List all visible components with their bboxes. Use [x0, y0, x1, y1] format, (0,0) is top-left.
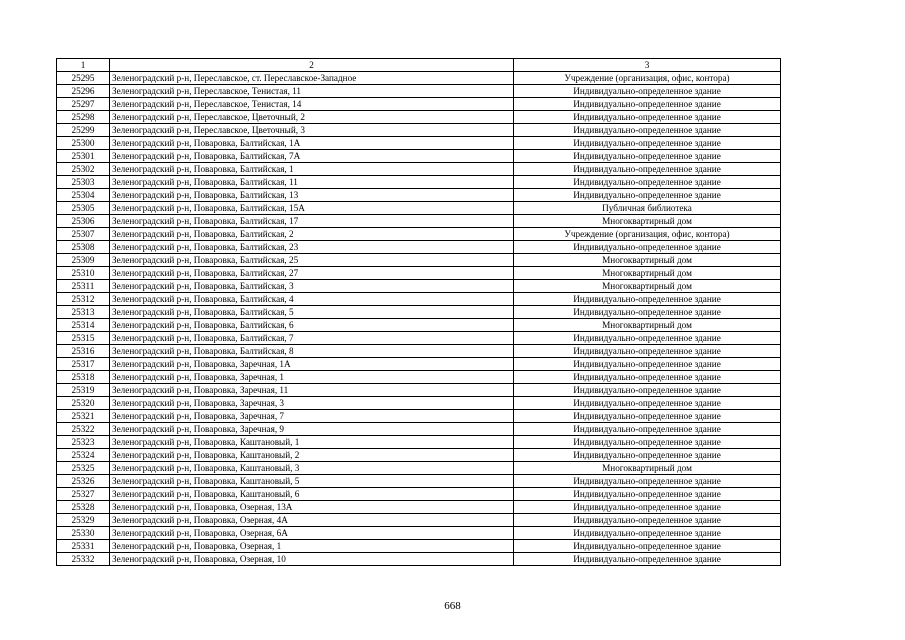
table-row [57, 371, 781, 384]
cell-address: Зеленоградский р-н, Переславское, Цветочный, 2 [110, 111, 514, 124]
cell-type: Индивидуально-определенное здание [514, 449, 781, 462]
cell-number: 25332 [57, 553, 110, 566]
cell-type: Индивидуально-определенное здание [514, 423, 781, 436]
cell-address: Зеленоградский р-н, Переславское, Тенистая, 11 [110, 85, 514, 98]
cell-address: Зеленоградский р-н, Поваровка, Озерная, 13А [110, 501, 514, 514]
table-row [57, 332, 781, 345]
cell-type: Индивидуально-определенное здание [514, 98, 781, 111]
table-row [57, 241, 781, 254]
table-row [57, 475, 781, 488]
table-row [57, 202, 781, 215]
table-row [57, 553, 781, 566]
cell-type: Индивидуально-определенное здание [514, 111, 781, 124]
table-row [57, 410, 781, 423]
cell-type: Индивидуально-определенное здание [514, 436, 781, 449]
cell-number: 25307 [57, 228, 110, 241]
table-row [57, 423, 781, 436]
header-cell-number: 1 [57, 59, 110, 72]
cell-number: 25309 [57, 254, 110, 267]
cell-address: Зеленоградский р-н, Поваровка, Балтийская, 11 [110, 176, 514, 189]
cell-number: 25318 [57, 371, 110, 384]
cell-address: Зеленоградский р-н, Поваровка, Балтийская, 13 [110, 189, 514, 202]
cell-number: 25325 [57, 462, 110, 475]
cell-address: Зеленоградский р-н, Поваровка, Каштановый, 5 [110, 475, 514, 488]
table-row [57, 85, 781, 98]
cell-type: Индивидуально-определенное здание [514, 410, 781, 423]
header-cell-address: 2 [110, 59, 514, 72]
cell-type: Индивидуально-определенное здание [514, 397, 781, 410]
cell-address: Зеленоградский р-н, Поваровка, Балтийская, 17 [110, 215, 514, 228]
cell-address: Зеленоградский р-н, Поваровка, Балтийская, 6 [110, 319, 514, 332]
table-row [57, 449, 781, 462]
cell-type: Публичная библиотека [514, 202, 781, 215]
table-row [57, 436, 781, 449]
table-row [57, 488, 781, 501]
cell-address: Зеленоградский р-н, Поваровка, Балтийская, 3 [110, 280, 514, 293]
cell-address: Зеленоградский р-н, Поваровка, Балтийская, 25 [110, 254, 514, 267]
table-row [57, 267, 781, 280]
cell-number: 25313 [57, 306, 110, 319]
cell-number: 25320 [57, 397, 110, 410]
table-row [57, 228, 781, 241]
cell-number: 25300 [57, 137, 110, 150]
cell-number: 25305 [57, 202, 110, 215]
cell-type: Индивидуально-определенное здание [514, 150, 781, 163]
table-row [57, 98, 781, 111]
table-row [57, 215, 781, 228]
cell-type: Индивидуально-определенное здание [514, 137, 781, 150]
table-row [57, 384, 781, 397]
cell-number: 25322 [57, 423, 110, 436]
cell-address: Зеленоградский р-н, Поваровка, Балтийская, 27 [110, 267, 514, 280]
table-row [57, 163, 781, 176]
address-table [56, 58, 781, 566]
cell-type: Индивидуально-определенное здание [514, 241, 781, 254]
cell-address: Зеленоградский р-н, Поваровка, Каштановый, 3 [110, 462, 514, 475]
cell-type: Многоквартирный дом [514, 462, 781, 475]
table-row [57, 527, 781, 540]
cell-address: Зеленоградский р-н, Поваровка, Заречная, 1А [110, 358, 514, 371]
cell-number: 25324 [57, 449, 110, 462]
cell-address: Зеленоградский р-н, Поваровка, Балтийская, 1 [110, 163, 514, 176]
table-row [57, 111, 781, 124]
cell-type: Индивидуально-определенное здание [514, 501, 781, 514]
cell-number: 25321 [57, 410, 110, 423]
cell-type: Индивидуально-определенное здание [514, 553, 781, 566]
table-row [57, 306, 781, 319]
cell-type: Индивидуально-определенное здание [514, 163, 781, 176]
table-row [57, 293, 781, 306]
cell-type: Индивидуально-определенное здание [514, 85, 781, 98]
cell-address: Зеленоградский р-н, Поваровка, Балтийская, 15А [110, 202, 514, 215]
cell-address: Зеленоградский р-н, Поваровка, Заречная, 3 [110, 397, 514, 410]
cell-address: Зеленоградский р-н, Переславское, Тенистая, 14 [110, 98, 514, 111]
table-row [57, 280, 781, 293]
table-row [57, 254, 781, 267]
cell-type: Индивидуально-определенное здание [514, 475, 781, 488]
cell-number: 25312 [57, 293, 110, 306]
cell-address: Зеленоградский р-н, Поваровка, Каштановый, 6 [110, 488, 514, 501]
cell-address: Зеленоградский р-н, Поваровка, Озерная, 6А [110, 527, 514, 540]
table-row [57, 358, 781, 371]
cell-type: Многоквартирный дом [514, 280, 781, 293]
cell-address: Зеленоградский р-н, Поваровка, Балтийская, 1А [110, 137, 514, 150]
cell-type: Многоквартирный дом [514, 319, 781, 332]
table-row [57, 72, 781, 85]
cell-type: Многоквартирный дом [514, 215, 781, 228]
table-row [57, 150, 781, 163]
table-row [57, 514, 781, 527]
cell-number: 25327 [57, 488, 110, 501]
cell-address: Зеленоградский р-н, Переславское, Цветочный, 3 [110, 124, 514, 137]
cell-address: Зеленоградский р-н, Поваровка, Балтийская, 7А [110, 150, 514, 163]
table-row [57, 462, 781, 475]
cell-type: Индивидуально-определенное здание [514, 293, 781, 306]
header-cell-type: 3 [514, 59, 781, 72]
cell-number: 25303 [57, 176, 110, 189]
cell-address: Зеленоградский р-н, Поваровка, Балтийская, 7 [110, 332, 514, 345]
cell-type: Многоквартирный дом [514, 267, 781, 280]
cell-number: 25301 [57, 150, 110, 163]
cell-number: 25310 [57, 267, 110, 280]
cell-number: 25326 [57, 475, 110, 488]
cell-type: Индивидуально-определенное здание [514, 540, 781, 553]
cell-address: Зеленоградский р-н, Поваровка, Балтийская, 8 [110, 345, 514, 358]
cell-number: 25304 [57, 189, 110, 202]
cell-address: Зеленоградский р-н, Поваровка, Заречная, 9 [110, 423, 514, 436]
cell-address: Зеленоградский р-н, Поваровка, Заречная, 7 [110, 410, 514, 423]
cell-address: Зеленоградский р-н, Поваровка, Каштановый, 1 [110, 436, 514, 449]
cell-address: Зеленоградский р-н, Поваровка, Балтийская, 2 [110, 228, 514, 241]
page-number: 668 [444, 600, 461, 612]
cell-address: Зеленоградский р-н, Поваровка, Балтийская, 4 [110, 293, 514, 306]
cell-number: 25331 [57, 540, 110, 553]
cell-address: Зеленоградский р-н, Поваровка, Озерная, 1 [110, 540, 514, 553]
cell-type: Учреждение (организация, офис, контора) [514, 72, 781, 85]
cell-number: 25317 [57, 358, 110, 371]
cell-address: Зеленоградский р-н, Поваровка, Балтийская, 23 [110, 241, 514, 254]
cell-number: 25330 [57, 527, 110, 540]
cell-number: 25329 [57, 514, 110, 527]
cell-type: Многоквартирный дом [514, 254, 781, 267]
cell-number: 25315 [57, 332, 110, 345]
cell-number: 25328 [57, 501, 110, 514]
cell-number: 25297 [57, 98, 110, 111]
cell-address: Зеленоградский р-н, Поваровка, Балтийская, 5 [110, 306, 514, 319]
cell-address: Зеленоградский р-н, Поваровка, Каштановый, 2 [110, 449, 514, 462]
cell-number: 25319 [57, 384, 110, 397]
table-row [57, 176, 781, 189]
cell-type: Индивидуально-определенное здание [514, 189, 781, 202]
table-row [57, 137, 781, 150]
cell-number: 25306 [57, 215, 110, 228]
cell-type: Индивидуально-определенное здание [514, 527, 781, 540]
cell-number: 25311 [57, 280, 110, 293]
cell-number: 25308 [57, 241, 110, 254]
cell-number: 25314 [57, 319, 110, 332]
cell-address: Зеленоградский р-н, Поваровка, Озерная, 10 [110, 553, 514, 566]
cell-type: Индивидуально-определенное здание [514, 488, 781, 501]
header-row [57, 59, 781, 72]
table-row [57, 501, 781, 514]
cell-number: 25323 [57, 436, 110, 449]
cell-type: Индивидуально-определенное здание [514, 306, 781, 319]
cell-number: 25298 [57, 111, 110, 124]
cell-type: Индивидуально-определенное здание [514, 176, 781, 189]
cell-type: Индивидуально-определенное здание [514, 332, 781, 345]
cell-number: 25295 [57, 72, 110, 85]
cell-type: Индивидуально-определенное здание [514, 358, 781, 371]
cell-number: 25296 [57, 85, 110, 98]
table-row [57, 124, 781, 137]
table-row [57, 345, 781, 358]
cell-type: Индивидуально-определенное здание [514, 371, 781, 384]
cell-type: Индивидуально-определенное здание [514, 345, 781, 358]
table-body [57, 72, 781, 566]
table-row [57, 540, 781, 553]
cell-type: Индивидуально-определенное здание [514, 514, 781, 527]
table-row [57, 397, 781, 410]
cell-number: 25316 [57, 345, 110, 358]
cell-address: Зеленоградский р-н, Переславское, ст. Переславское-Западное [110, 72, 514, 85]
cell-type: Учреждение (организация, офис, контора) [514, 228, 781, 241]
cell-number: 25302 [57, 163, 110, 176]
cell-type: Индивидуально-определенное здание [514, 384, 781, 397]
table-row [57, 319, 781, 332]
cell-address: Зеленоградский р-н, Поваровка, Заречная, 11 [110, 384, 514, 397]
cell-address: Зеленоградский р-н, Поваровка, Заречная, 1 [110, 371, 514, 384]
cell-type: Индивидуально-определенное здание [514, 124, 781, 137]
cell-address: Зеленоградский р-н, Поваровка, Озерная, 4А [110, 514, 514, 527]
table-row [57, 189, 781, 202]
cell-number: 25299 [57, 124, 110, 137]
